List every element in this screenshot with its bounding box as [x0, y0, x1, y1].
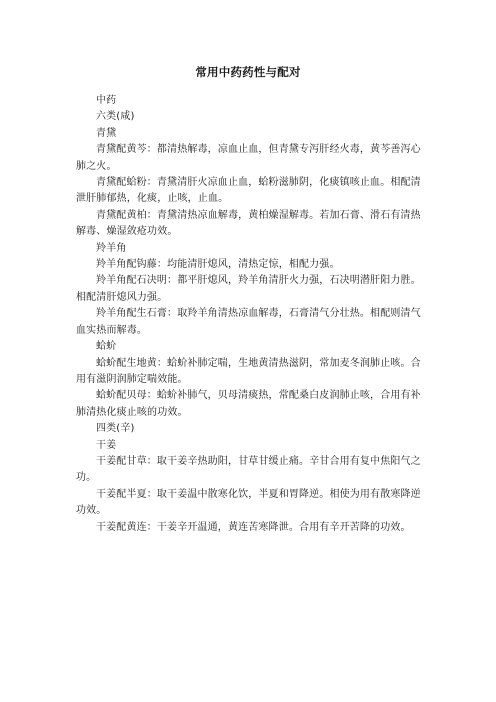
pairing-paragraph: 羚羊角配石决明：都平肝熄风，羚羊角清肝火力强，石决明潜肝阳力胜。相配清肝熄风力强。 [76, 275, 421, 303]
category-heading: 六类(咸) [96, 111, 135, 123]
pairing-paragraph: 青黛配蛤粉：青黛清肝火凉血止血，蛤粉滋肺阴，化痰镇咳止血。相配清泄肝肺郁热，化痰，止咳，止血。 [76, 177, 421, 205]
section-heading: 中药 [96, 95, 117, 106]
herb-heading: 蛤蚧 [96, 341, 117, 353]
pairing-paragraph: 蛤蚧配生地黄：蛤蚧补肺定喘，生地黄清热滋阴，常加麦冬润肺止咳。合用有滋阴润肺定喘效能。 [76, 357, 421, 385]
pairing-paragraph: 羚羊角配钩藤：均能清肝熄风，清热定惊，相配力强。 [96, 259, 340, 271]
category-heading: 四类(辛) [96, 423, 135, 435]
document-body [76, 93, 422, 536]
pairing-paragraph: 干姜配甘草：取干姜辛热助阳，甘草甘缓止痛。辛甘合用有复中焦阳气之功。 [76, 455, 421, 484]
pairing-paragraph: 干姜配半夏：取干姜温中散寒化饮，半夏和胃降逆。相使为用有散寒降逆功效。 [76, 488, 421, 517]
pairing-paragraph: 青黛配黄芩：都清热解毒，凉血止血，但青黛专泻肝经火毒，黄芩善泻心肺之火。 [76, 144, 421, 172]
pairing-paragraph: 干姜配黄连：干姜辛开温通，黄连苦寒降泄。合用有辛开苦降的功效。 [96, 521, 411, 533]
herb-heading: 羚羊角 [96, 242, 127, 254]
pairing-paragraph: 羚羊角配生石膏：取羚羊角清热凉血解毒，石膏清气分壮热。相配则清气血实热而解毒。 [76, 308, 421, 336]
herb-heading: 干姜 [96, 439, 117, 451]
herb-heading: 青黛 [96, 127, 117, 139]
page-title: 常用中药药性与配对 [195, 65, 301, 79]
pairing-paragraph: 蛤蚧配贝母：蛤蚧补肺气，贝母清痰热，常配桑白皮润肺止咳，合用有补肺清热化痰止咳的功效。 [76, 390, 421, 418]
pairing-paragraph: 青黛配黄柏：青黛清热凉血解毒，黄柏燥湿解毒。若加石膏、滑石有清热解毒、燥湿敛疮功效。 [76, 209, 421, 238]
